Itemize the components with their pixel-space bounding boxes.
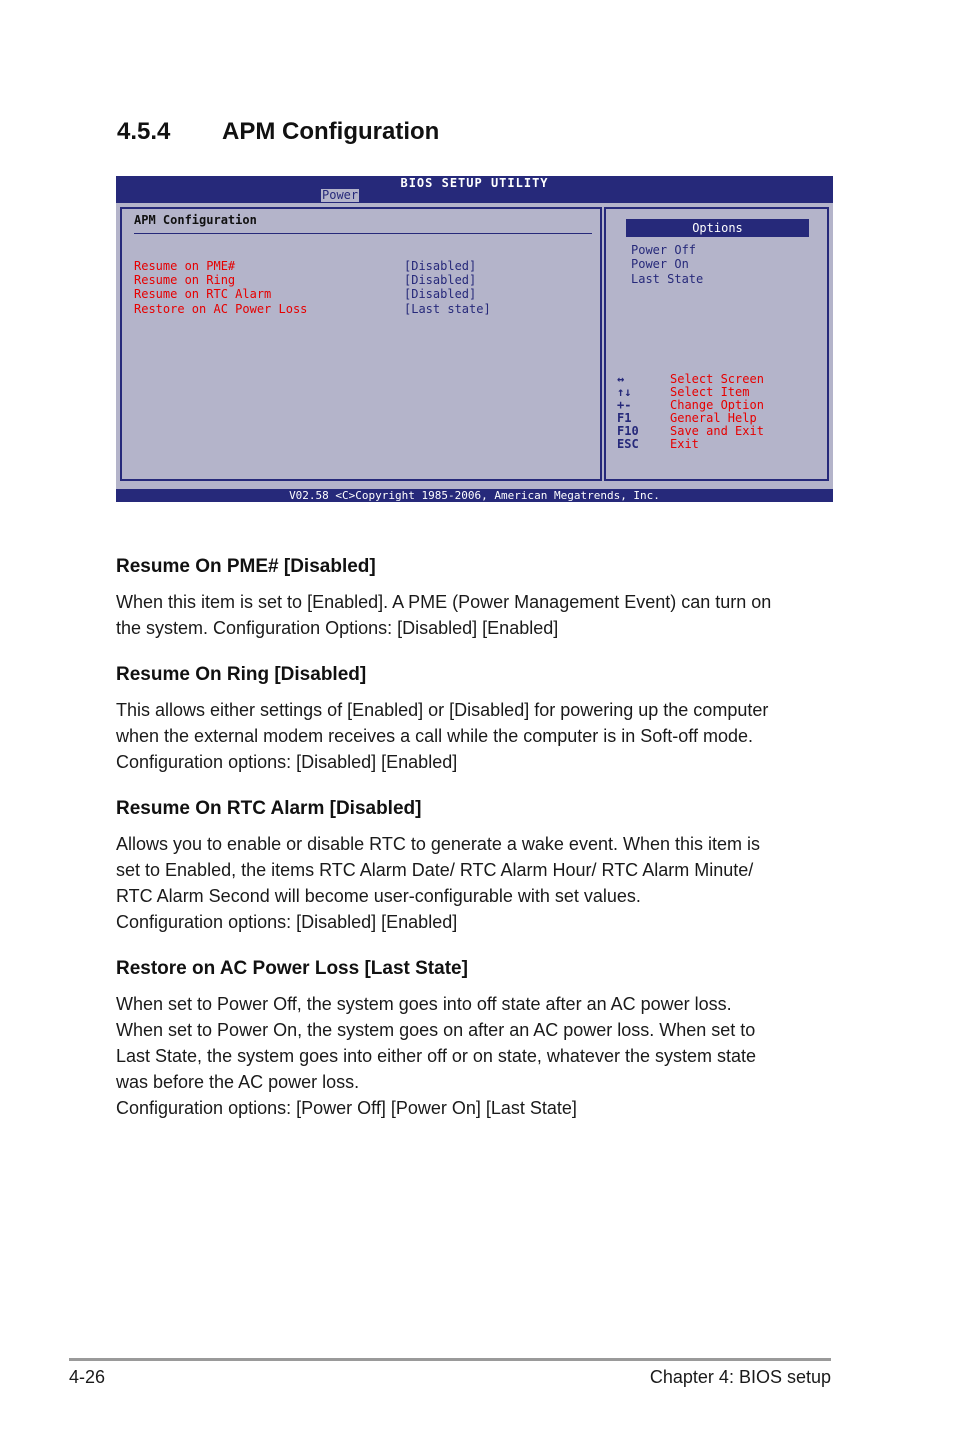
heading-resume-rtc-alarm: Resume On RTC Alarm [Disabled] (116, 798, 422, 819)
option-last-state[interactable]: Last State (631, 272, 704, 286)
text-line: Configuration options: [Disabled] [Enabled] (116, 912, 458, 932)
heading-restore-ac-power-loss: Restore on AC Power Loss [Last State] (116, 958, 468, 979)
heading-resume-ring: Resume On Ring [Disabled] (116, 664, 367, 685)
paragraph-restore-ac-power-loss (116, 991, 836, 1121)
text-line: Allows you to enable or disable RTC to generate a wake event. When this item is (116, 834, 761, 854)
text-line: set to Enabled, the items RTC Alarm Date/ RTC Alarm Hour/ RTC Alarm Minute/ (116, 860, 754, 880)
page-number: 4-26 (69, 1367, 106, 1387)
bios-item-value: [Last state] (404, 302, 491, 316)
help-exit: Exit (670, 437, 699, 451)
bios-item-value: [Disabled] (404, 259, 477, 273)
bios-item-label: Resume on Ring (134, 273, 236, 287)
bios-title: BIOS SETUP UTILITY (400, 176, 549, 190)
bios-item-value: [Disabled] (404, 273, 477, 287)
option-power-on[interactable]: Power On (631, 257, 689, 271)
heading-resume-pme: Resume On PME# [Disabled] (116, 556, 376, 577)
help-select-item: Select Item (670, 385, 750, 399)
text-line: When this item is set to [Enabled]. A PME (Power Management Event) can turn on (116, 592, 772, 612)
help-change-option: Change Option (670, 398, 764, 412)
text-line: was before the AC power loss. (116, 1072, 360, 1092)
footer-divider (69, 1358, 831, 1361)
section-heading (117, 118, 439, 146)
key-arrows-lr-icon: ↔ (617, 372, 625, 386)
text-line: Configuration options: [Disabled] [Enabled] (116, 752, 458, 772)
options-header: Options (626, 219, 809, 237)
text-line: when the external modem receives a call while the computer is in Soft-off mode. (116, 726, 753, 746)
paragraph-resume-rtc-alarm (116, 831, 836, 935)
text-line: Last State, the system goes into either off or on state, whatever the system state (116, 1046, 757, 1066)
section-number: 4.5.4 (117, 118, 171, 145)
paragraph-resume-ring (116, 697, 836, 775)
text-line: RTC Alarm Second will become user-configurable with set values. (116, 886, 641, 906)
bios-settings-panel (120, 207, 602, 481)
bios-item-label: Resume on RTC Alarm (134, 287, 272, 301)
help-general-help: General Help (670, 411, 757, 425)
text-line: the system. Configuration Options: [Disabled] [Enabled] (116, 618, 559, 638)
bios-item-label: Restore on AC Power Loss (134, 302, 308, 316)
help-save-exit: Save and Exit (670, 424, 764, 438)
text-line: When set to Power On, the system goes on after an AC power loss. When set to (116, 1020, 756, 1040)
bios-title-bar (116, 176, 833, 203)
bios-help-panel (604, 207, 829, 481)
bios-screenshot (116, 176, 833, 502)
bios-copyright-bar: V02.58 <C>Copyright 1985-2006, American Megatrends, Inc. (116, 489, 833, 502)
key-esc: ESC (617, 437, 639, 451)
text-line: When set to Power Off, the system goes into off state after an AC power loss. (116, 994, 732, 1014)
bios-item-value: [Disabled] (404, 287, 477, 301)
key-f1: F1 (617, 411, 632, 425)
text-line: This allows either settings of [Enabled] or [Disabled] for powering up the computer (116, 700, 769, 720)
chapter-label: Chapter 4: BIOS setup (649, 1367, 831, 1387)
tab-power[interactable]: Power (322, 188, 359, 202)
key-arrows-ud-icon: ↑↓ (617, 385, 632, 399)
section-title: APM Configuration (222, 118, 440, 145)
key-f10: F10 (617, 424, 639, 438)
text-line: Configuration options: [Power Off] [Power On] [Last State] (116, 1098, 577, 1118)
help-select-screen: Select Screen (670, 372, 764, 386)
panel-divider (134, 233, 592, 234)
bios-item-label: Resume on PME# (134, 259, 236, 273)
panel-title: APM Configuration (134, 213, 257, 227)
paragraph-resume-pme (116, 589, 836, 641)
option-power-off[interactable]: Power Off (631, 243, 697, 257)
key-plus-minus: +- (617, 398, 632, 412)
